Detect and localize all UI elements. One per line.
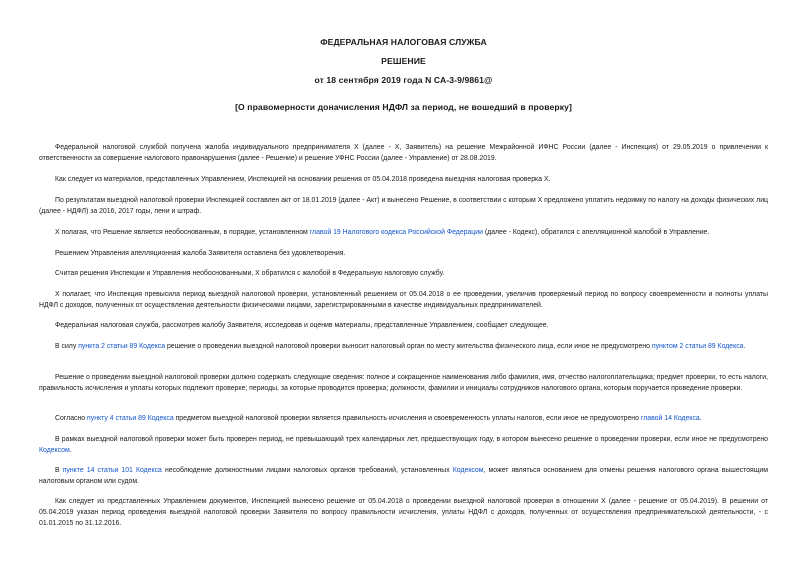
paragraph-11 xyxy=(39,414,768,425)
link-code[interactable]: Кодексом xyxy=(39,446,70,454)
paragraph-3: По результатам выездной налоговой проверки Инспекцией составлен акт от 18.01.2019 (далее - Акт) и вынесено Решение, в соответствии с которым Х предложено уплатить недоимку по налогу на доходы физических лиц (далее - НДФЛ) за 2016, 2017 годы, пени и штраф. xyxy=(39,197,768,215)
paragraph-5: Решением Управления апелляционная жалоба Заявителя оставлена без удовлетворения. xyxy=(55,250,346,257)
document-date-number: от 18 сентября 2019 года N СА-3-9/9861@ xyxy=(314,75,493,85)
paragraph-9-text-a: В силу xyxy=(55,343,79,350)
paragraph-4-text-b: (далее - Кодекс), обратился с апелляционной жалобой в Управление. xyxy=(482,229,710,236)
paragraph-12-text-a: В рамках выездной налоговой проверки может быть проверен период, не превышающий трех календарных лет, предшествующих году, в котором вынесено решение о проведении проверки, если иное не предусмотрено xyxy=(55,436,768,443)
link-article-89-point-2[interactable]: пункта 2 статьи 89 Кодекса xyxy=(78,343,166,350)
paragraph-2: Как следует из материалов, представленных Управлением, Инспекцией на основании решения от 05.04.2018 проведена выездная налоговая проверка Х. xyxy=(55,176,551,183)
paragraph-14: Как следует из представленных Управлением документов, Инспекцией вынесено решение от 05.04.2018 о проведении выездной налоговой проверки в отношении Х (далее - решение от 05.04.2019). В решении от 05.04.2019 указан период проведения выездной налоговой проверки Заявителя по вопросу правильности исчисления, уплаты НДФЛ с доходов, полученных от осуществления предпринимательской деятельности, - с 01.01.2015 по 31.12.2016. xyxy=(39,498,768,527)
paragraph-7: Х полагает, что Инспекция превысила период выездной налоговой проверки, установленный решением от 05.04.2018 о ее проведении, увеличив проверяемый период по вопросу своевременности и полноты уплаты НДФЛ с доходов, полученных от осуществления деятельности физическими лицами, зарегистрированными в качестве индивидуальных предпринимателей. xyxy=(39,291,768,309)
paragraph-12 xyxy=(39,435,768,457)
link-article-89-point-4[interactable]: пункту 4 статьи 89 Кодекса xyxy=(87,415,174,422)
paragraph-9-text-b: решение о проведении выездной налоговой проверки выносит налоговый орган по месту жительства физического лица, если иное не предусмотрено xyxy=(165,343,652,350)
paragraph-4 xyxy=(39,228,768,239)
paragraph-13-text-c: , может являться основанием для отмены решения налогового органа вышестоящим налоговым органом или судом. xyxy=(39,467,769,485)
paragraph-1: Федеральной налоговой службой получена жалоба индивидуального предпринимателя Х (далее - Х, Заявитель) на решение Межрайонной ИФНС России (далее - Инспекция) от 29.05.2019 о привлечении к ответственности за совершение налогового правонарушения (далее - Решение) и решение УФНС России (далее - Управление) от 28.08.2019. xyxy=(39,144,768,162)
paragraph-8: Федеральная налоговая служба, рассмотрев жалобу Заявителя, исследовав и оценив материалы, представленные Управлением, сообщает следующее. xyxy=(55,322,549,329)
paragraph-9 xyxy=(39,342,768,353)
document-type: РЕШЕНИЕ xyxy=(381,56,426,66)
link-article-101-point-14[interactable]: пункте 14 статьи 101 Кодекса xyxy=(62,467,162,474)
paragraph-10: Решение о проведении выездной налоговой проверки должно содержать следующие сведения: полное и сокращенное наименования либо фамилия, имя, отчество налогоплательщика; предмет проверки, то есть налоги, правильность исчисления и уплаты которых подлежит проверке; периоды, за которые проводится проверка; должности, фамилии и инициалы сотрудников налогового органа, которым поручается проведение проверки. xyxy=(39,374,768,392)
paragraph-11-text-b: предметом выездной налоговой проверки является правильность исчисления и своевременность уплаты налогов, если иное не предусмотрено xyxy=(173,415,641,422)
link-article-89-point-2-second[interactable]: пунктом 2 статьи 89 Кодекса xyxy=(651,343,744,350)
paragraph-11-text-c: . xyxy=(699,415,702,422)
link-chapter-19-tax-code[interactable]: главой 19 Налогового кодекса Российской Федерации xyxy=(309,229,483,236)
paragraph-13-text-a: В xyxy=(55,467,63,474)
paragraph-6: Считая решения Инспекции и Управления необоснованными, Х обратился с жалобой в Федеральную налоговую службу. xyxy=(55,270,445,277)
paragraph-13 xyxy=(39,466,768,488)
paragraph-9-text-c: . xyxy=(743,343,746,350)
link-code-second[interactable]: Кодексом xyxy=(452,467,484,474)
paragraph-13-text-b: несоблюдение должностными лицами налоговых органов требований, установленных xyxy=(161,467,453,474)
link-chapter-14-code[interactable]: главой 14 Кодекса xyxy=(640,415,700,422)
agency-title: ФЕДЕРАЛЬНАЯ НАЛОГОВАЯ СЛУЖБА xyxy=(320,37,487,47)
document-subject: [О правомерности доначисления НДФЛ за период, не вошедший в проверку] xyxy=(235,102,572,112)
paragraph-4-text-a: Х полагая, что Решение является необоснованным, в порядке, установленном xyxy=(55,229,310,236)
paragraph-12-text-b: . xyxy=(69,446,72,454)
paragraph-11-text-a: Согласно xyxy=(55,415,88,422)
